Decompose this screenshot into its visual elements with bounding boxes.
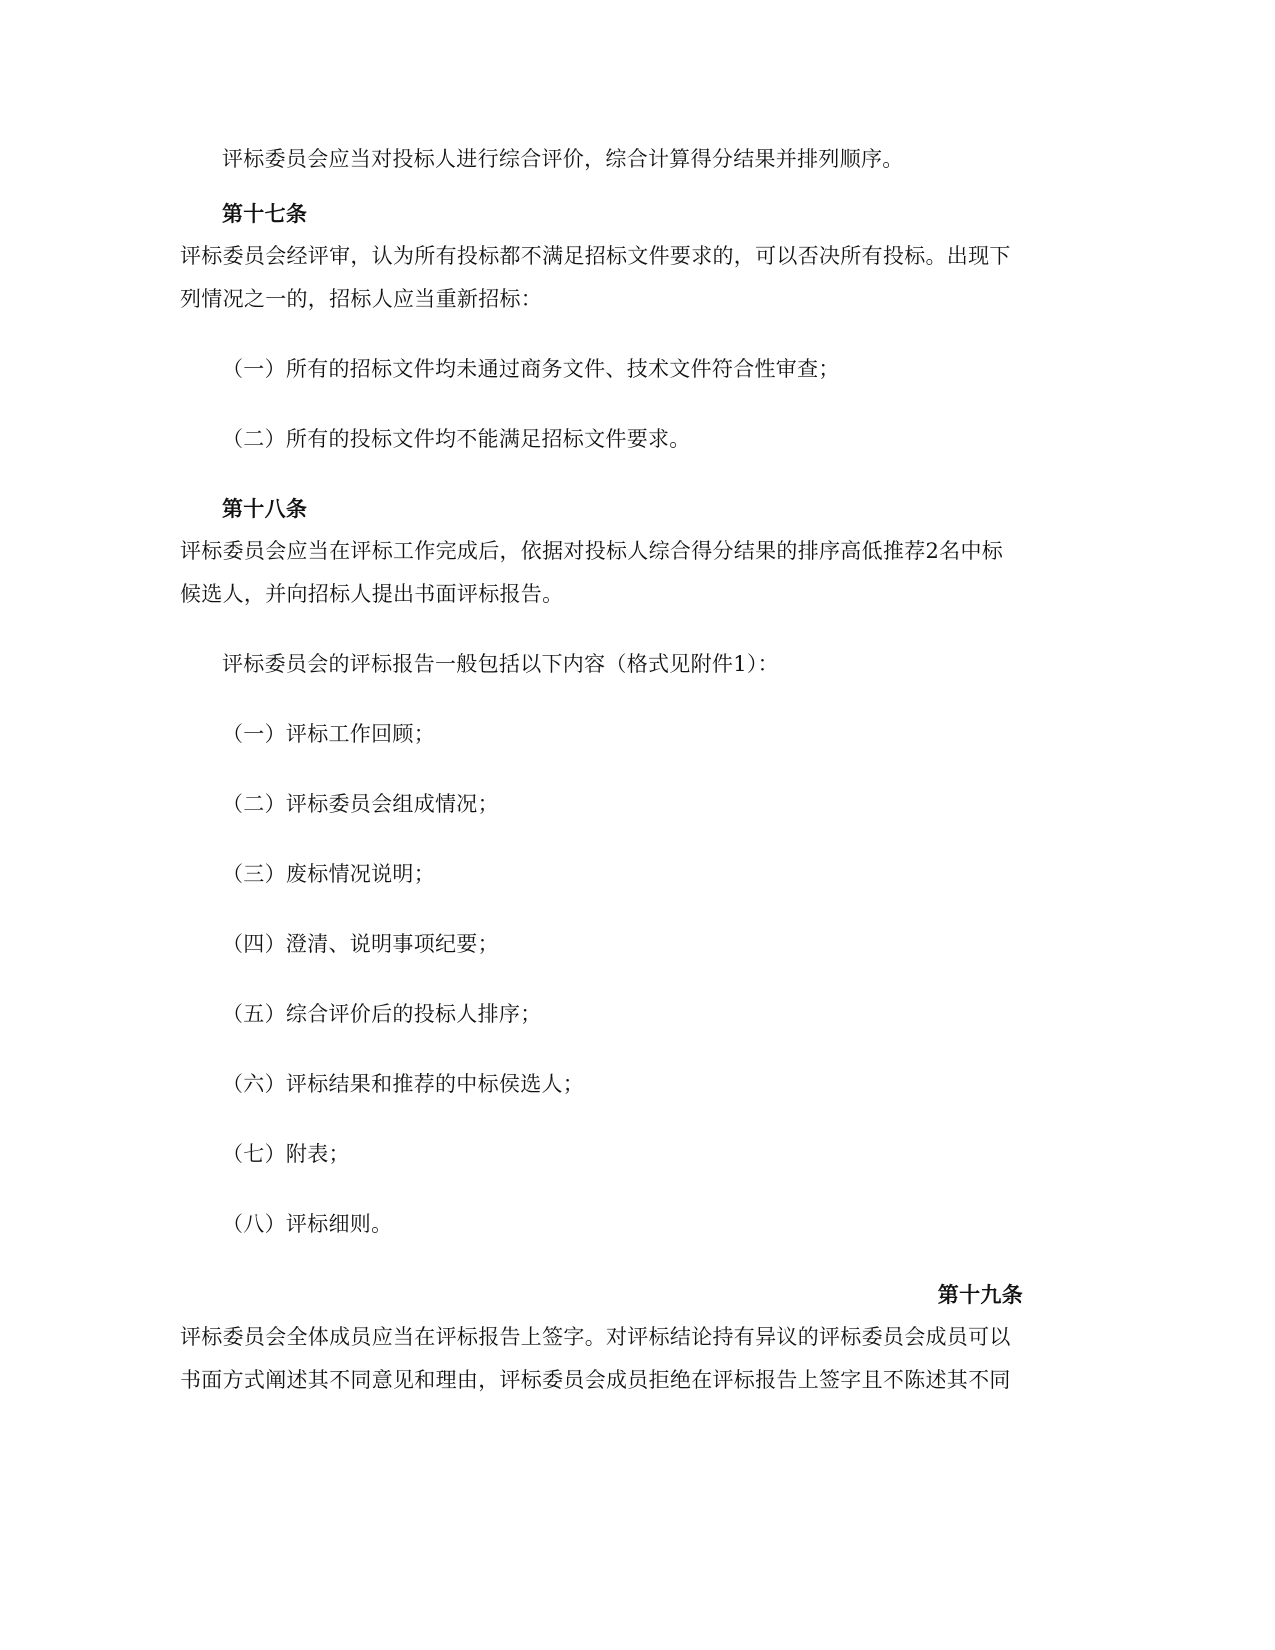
article-18-text-line-2: 候选人，并向招标人提出书面评标报告。 [180, 582, 564, 606]
article-18-item-4: （四）澄清、说明事项纪要； [222, 932, 499, 956]
article-19-heading: 第十九条 [937, 1282, 1023, 1307]
article-18-item-1: （一）评标工作回顾； [222, 722, 435, 746]
article-17-item-2: （二）所有的投标文件均不能满足招标文件要求。 [222, 427, 691, 451]
article-18-item-7: （七）附表； [222, 1142, 350, 1166]
article-18-item-2: （二）评标委员会组成情况； [222, 792, 499, 816]
article-17-text-line-1: 评标委员会经评审，认为所有投标都不满足招标文件要求的，可以否决所有投标。出现下 [180, 244, 1011, 268]
article-18-item-8: （八）评标细则。 [222, 1212, 393, 1236]
article-18-item-5: （五）综合评价后的投标人排序； [222, 1002, 542, 1026]
article-19-text-line-1: 评标委员会全体成员应当在评标报告上签字。对评标结论持有异议的评标委员会成员可以 [180, 1325, 1011, 1349]
intro-paragraph: 评标委员会应当对投标人进行综合评价，综合计算得分结果并排列顺序。 [222, 147, 904, 171]
article-18-heading: 第十八条 [222, 496, 308, 521]
article-19-text-line-2: 书面方式阐述其不同意见和理由，评标委员会成员拒绝在评标报告上签字且不陈述其不同 [180, 1368, 1011, 1392]
article-18-report-intro: 评标委员会的评标报告一般包括以下内容（格式见附件1）： [222, 652, 779, 676]
article-18-text-line-1: 评标委员会应当在评标工作完成后，依据对投标人综合得分结果的排序高低推荐2名中标 [180, 539, 1004, 563]
article-17-text-line-2: 列情况之一的，招标人应当重新招标： [180, 287, 543, 311]
article-18-item-3: （三）废标情况说明； [222, 862, 435, 886]
article-17-item-1: （一）所有的招标文件均未通过商务文件、技术文件符合性审查； [222, 357, 840, 381]
article-18-item-6: （六）评标结果和推荐的中标侯选人； [222, 1072, 585, 1096]
article-17-heading: 第十七条 [222, 201, 308, 226]
